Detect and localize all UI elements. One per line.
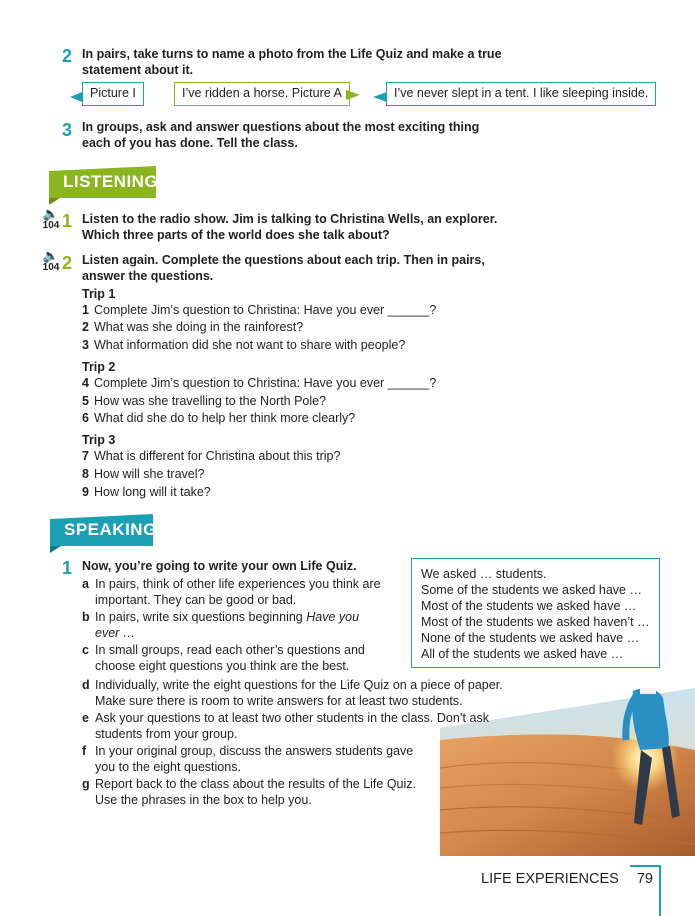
page-number: 79 — [636, 871, 653, 887]
question-item: 6 What did she do to help her think more clearly? — [82, 411, 356, 425]
phrase: All of the students we asked have … — [421, 647, 624, 661]
section-name: LIFE EXPERIENCES — [481, 871, 619, 887]
speaking-1-instruction: Now, you’re going to write your own Life Quiz. — [82, 559, 357, 573]
speaking-1-number: 1 — [62, 558, 73, 578]
listening-heading: LISTENING — [63, 172, 159, 191]
audio-track-number: 104 — [42, 262, 60, 273]
listening-1-number: 1 — [62, 211, 73, 231]
speaking-heading: SPEAKING — [64, 520, 157, 539]
activity-3-instruction: In groups, ask and answer questions about the most exciting thing each of you has done. Tell the class. — [82, 120, 480, 150]
speech-bubble-1: Picture I — [82, 82, 144, 106]
question-item: 4 Complete Jim’s question to Christina: Have you ever ______? — [82, 376, 437, 390]
listening-2-number: 2 — [62, 253, 73, 273]
phrase: None of the students we asked have … — [421, 631, 640, 645]
step-item: g Report back to the class about the results of the Life Quiz. Use the phrases in the box to help you. — [82, 777, 417, 807]
phrase: Most of the students we asked have … — [421, 599, 637, 613]
page-footer — [481, 871, 653, 887]
speech-bubble-2: I’ve ridden a horse. Picture A — [174, 82, 350, 106]
speaker-icon: 🔈 — [42, 206, 60, 221]
listening-1-instruction: Listen to the radio show. Jim is talking to Christina Wells, an explorer. Which three parts of the world does she talk about? — [82, 212, 498, 242]
question-item: 3 What information did she not want to share with people? — [82, 338, 406, 352]
question-item: 8 How will she travel? — [82, 467, 205, 481]
listening-2-instruction: Listen again. Complete the questions about each trip. Then in pairs, answer the questions. — [82, 253, 485, 283]
activity-2-number: 2 — [62, 46, 73, 66]
step-item: c In small groups, read each other’s questions and choose eight questions you think are the best. — [82, 643, 365, 673]
trip-heading: Trip 3 — [82, 433, 116, 447]
step-item: d Individually, write the eight questions for the Life Quiz on a piece of paper. Make sure there is room to write answers for at least two students. — [82, 678, 503, 708]
trip-heading: Trip 2 — [82, 360, 116, 374]
trip-heading: Trip 1 — [82, 287, 116, 301]
audio-track-number: 104 — [42, 220, 60, 231]
step-item: a In pairs, think of other life experiences you think are important. They can be good or bad. — [82, 577, 381, 607]
audio-track[interactable] — [40, 208, 62, 231]
question-item: 5 How was she travelling to the North Pole? — [82, 394, 327, 408]
question-item: 7 What is different for Christina about this trip? — [82, 449, 341, 463]
question-item: 1 Complete Jim’s question to Christina: Have you ever ______? — [82, 303, 437, 317]
phrase: Some of the students we asked have … — [421, 583, 642, 597]
useful-phrases-box — [411, 558, 660, 668]
audio-track[interactable] — [40, 250, 62, 273]
step-item: f In your original group, discuss the answers students gave you to the eight questions. — [82, 744, 414, 774]
bubble-tail — [70, 92, 82, 102]
bubble-tail — [373, 92, 387, 102]
question-item: 9 How long will it take? — [82, 485, 211, 499]
step-item: e Ask your questions to at least two other students in the class. Don’t ask students from your group. — [82, 711, 489, 741]
activity-2-instruction: In pairs, take turns to name a photo from the Life Quiz and make a true statement about it. — [82, 47, 502, 77]
speaker-icon: 🔈 — [42, 248, 60, 263]
speech-bubble-3: I’ve never slept in a tent. I like sleeping inside. — [386, 82, 656, 106]
phrase: Most of the students we asked haven’t … — [421, 615, 650, 629]
bubble-tail — [346, 90, 360, 100]
question-item: 2 What was she doing in the rainforest? — [82, 320, 304, 334]
step-item: b In pairs, write six questions beginning Have you ever … — [82, 610, 360, 640]
activity-3-number: 3 — [62, 120, 73, 140]
phrase: We asked … students. — [421, 567, 547, 581]
